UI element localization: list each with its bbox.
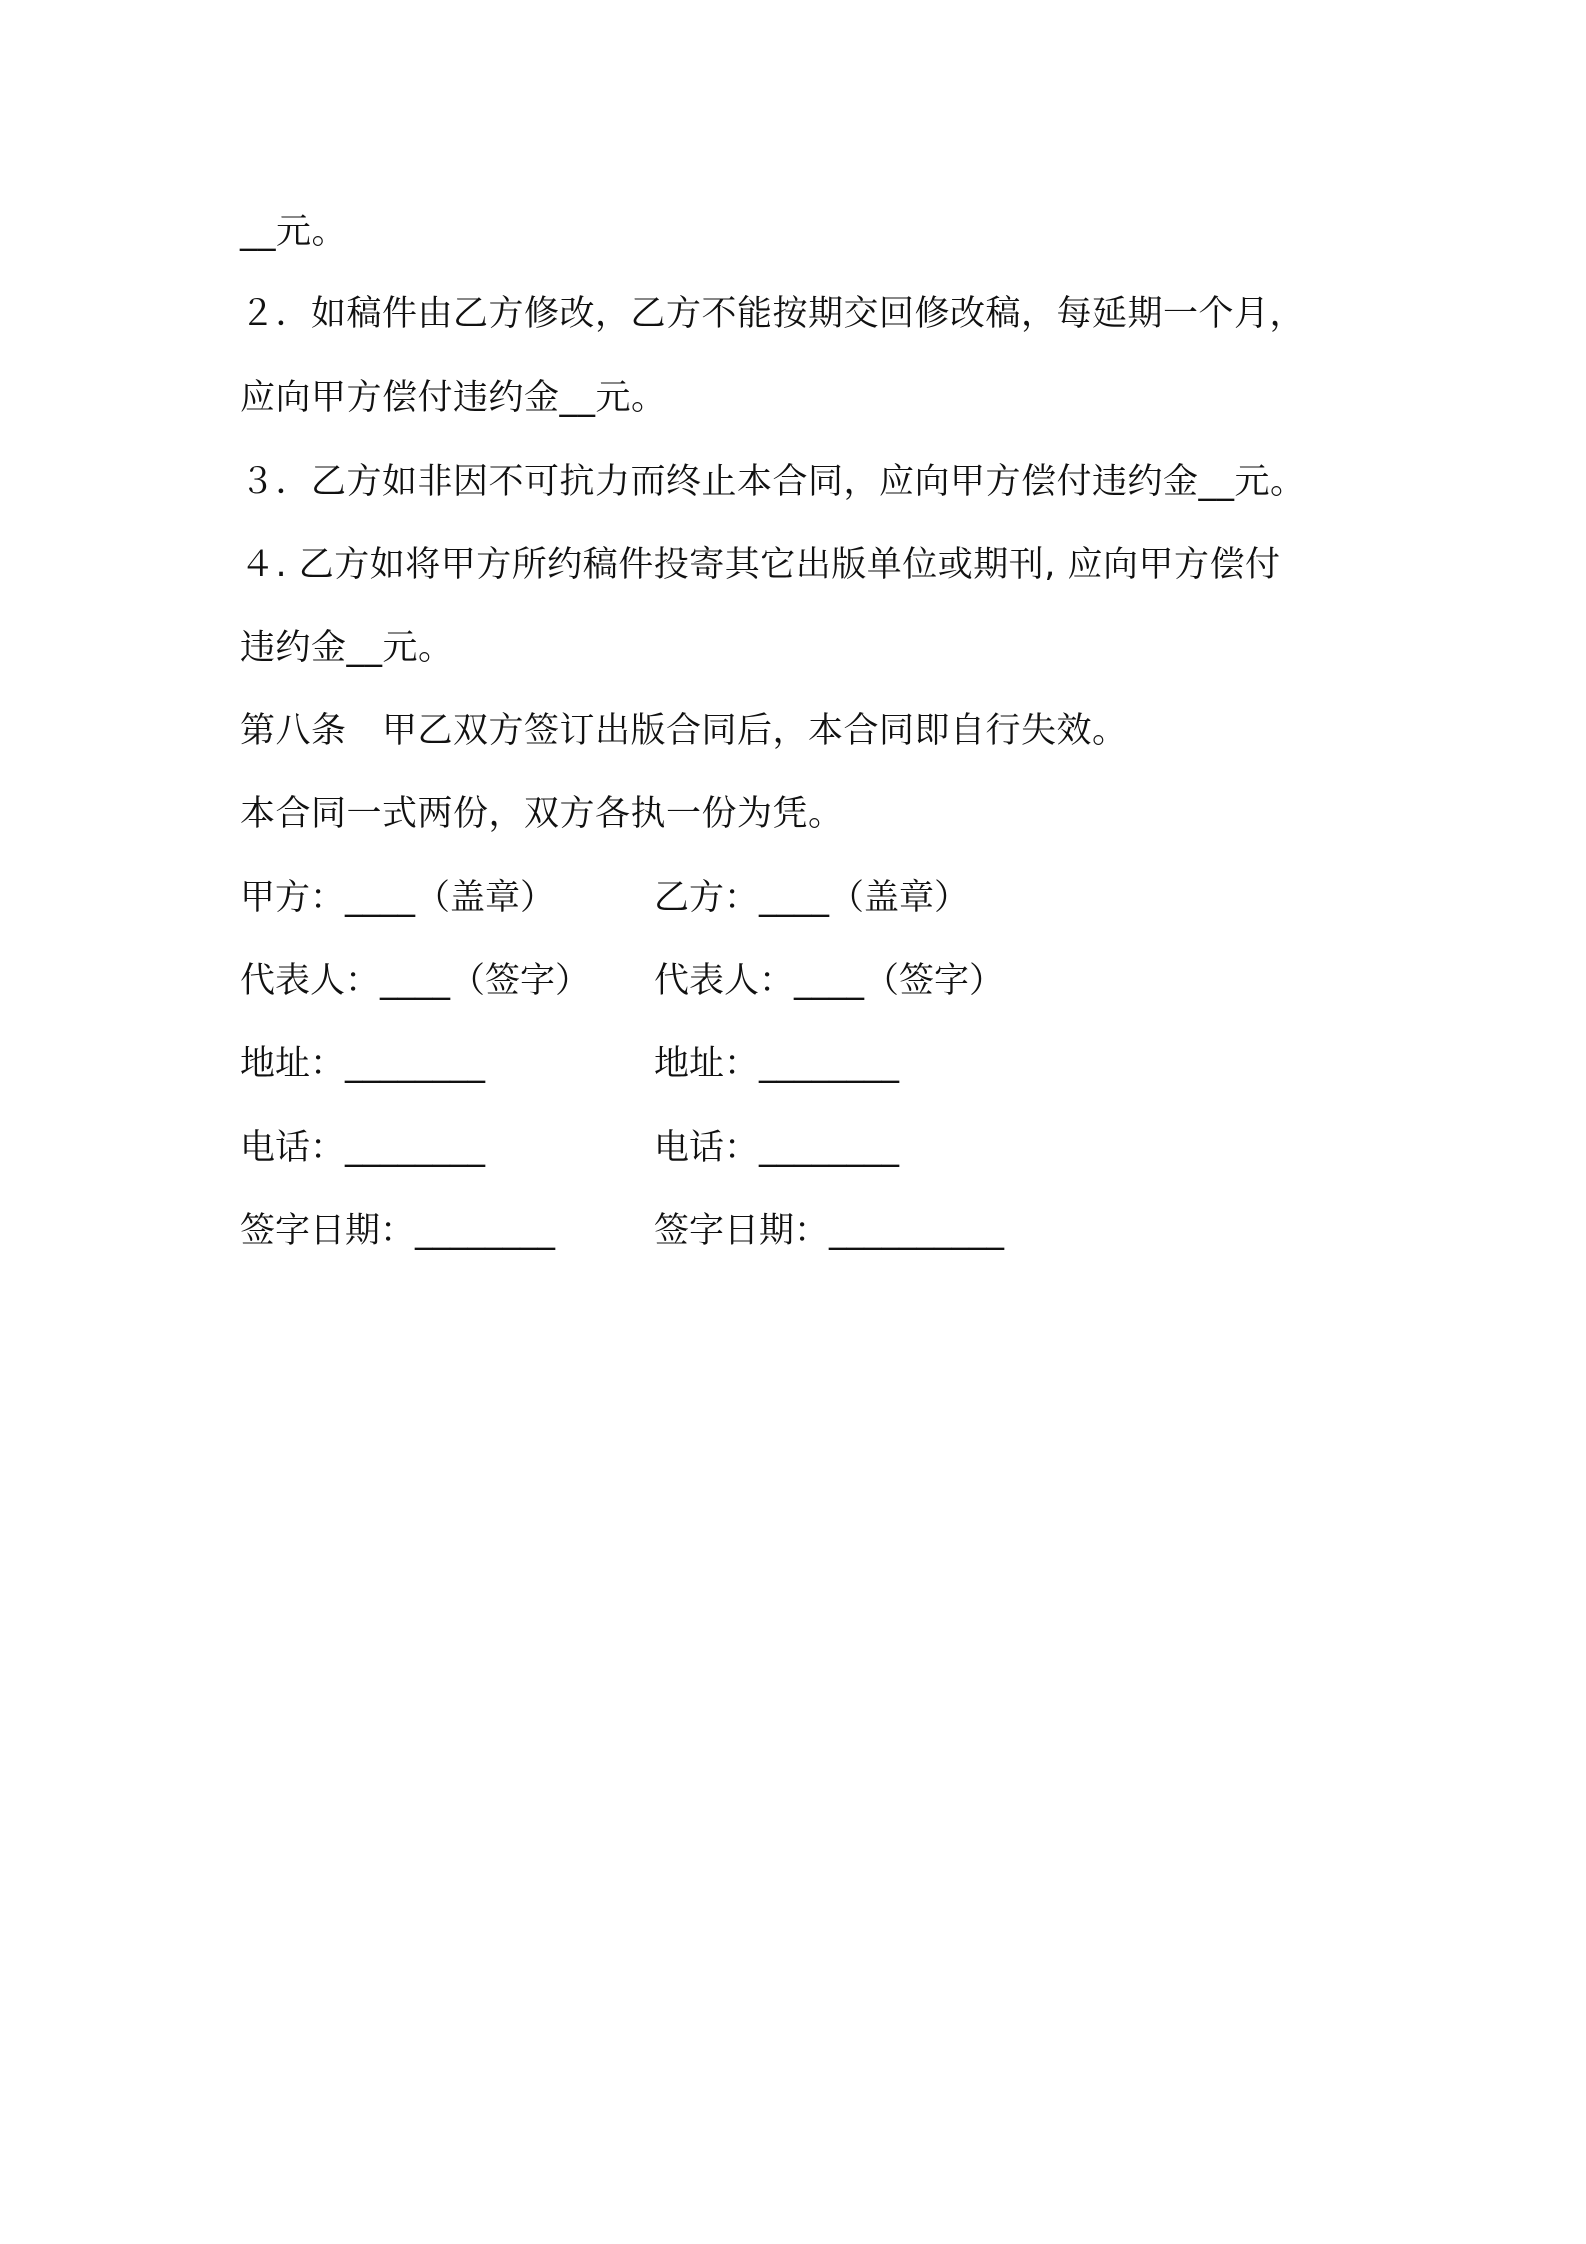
signature-row-date bbox=[240, 1207, 1340, 1255]
clause-line-6: 违约金__元。 bbox=[240, 628, 454, 668]
party-a-representative-field: 代表人：____（签字） bbox=[240, 961, 591, 1001]
party-b-seal-field: 乙方：____（盖章） bbox=[654, 878, 970, 918]
signature-row-representative bbox=[240, 957, 1340, 1005]
clause-line-4: ３．乙方如非因不可抗力而终止本合同，应向甲方偿付违约金__元。 bbox=[240, 462, 1306, 502]
party-a-address-field: 地址：________ bbox=[240, 1044, 486, 1084]
signature-row-address bbox=[240, 1040, 1340, 1088]
copies-statement: 本合同一式两份，双方各执一份为凭。 bbox=[240, 794, 844, 834]
clause-line-2: ２．如稿件由乙方修改，乙方不能按期交回修改稿，每延期一个月， bbox=[240, 294, 1306, 334]
clause-line-3: 应向甲方偿付违约金__元。 bbox=[240, 378, 667, 418]
party-a-seal-field: 甲方：____（盖章） bbox=[240, 878, 556, 918]
signature-row-party bbox=[240, 874, 1340, 922]
party-b-date-field: 签字日期：__________ bbox=[654, 1211, 1005, 1251]
article-eight: 第八条 甲乙双方签订出版合同后，本合同即自行失效。 bbox=[240, 711, 1128, 751]
clause-line-1: __元。 bbox=[240, 212, 348, 252]
party-b-address-field: 地址：________ bbox=[654, 1044, 900, 1084]
signature-row-phone bbox=[240, 1124, 1340, 1172]
party-a-phone-field: 电话：________ bbox=[240, 1128, 486, 1168]
party-b-phone-field: 电话：________ bbox=[654, 1128, 900, 1168]
clause-line-5: ４. 乙方如将甲方所约稿件投寄其它出版单位或期刊, 应向甲方偿付 bbox=[240, 545, 1281, 585]
party-b-representative-field: 代表人：____（签字） bbox=[654, 961, 1005, 1001]
party-a-date-field: 签字日期：________ bbox=[240, 1211, 556, 1251]
